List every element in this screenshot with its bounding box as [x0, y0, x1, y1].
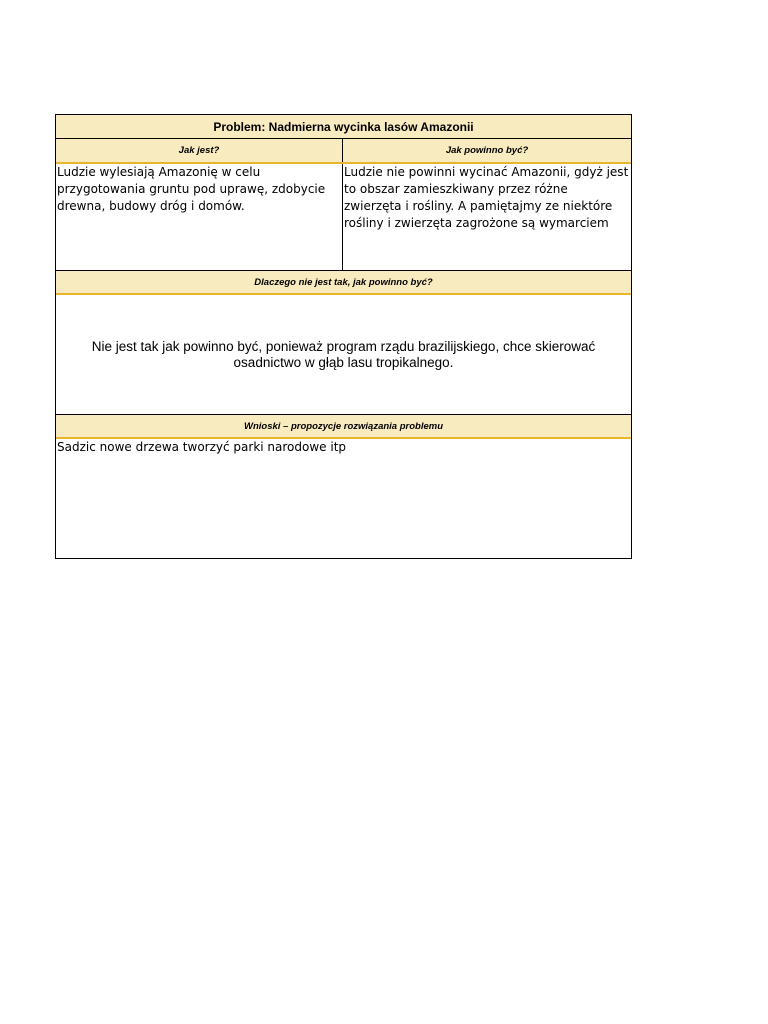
current-state-header: Jak jest? [56, 139, 343, 162]
conclusions-text[interactable]: Sadzic nowe drzewa tworzyć parki narodowe itp [57, 440, 347, 454]
why-header: Dlaczego nie jest tak, jak powinno być? [56, 271, 631, 295]
desired-state-header: Jak powinno być? [343, 139, 631, 162]
table-title: Problem: Nadmierna wycinka lasów Amazonii [56, 115, 631, 139]
why-text[interactable]: Nie jest tak jak powinno być, ponieważ program rządu brazilijskiego, chce skierować osadnictwo w głąb lasu tropikalnego. [56, 295, 631, 415]
current-state-text[interactable]: Ludzie wylesiają Amazonię w celu przygotowania gruntu pod uprawę, zdobycie drewna, budowy dróg i domów. [56, 164, 343, 270]
column-header-row [56, 139, 631, 164]
problem-table [55, 114, 632, 559]
conclusions-header: Wnioski – propozycje rozwiązania problemu [56, 415, 631, 439]
desired-state-text[interactable]: Ludzie nie powinni wycinać Amazonii, gdyż jest to obszar zamieszkiwany przez różne zwierzęta i rośliny. A pamiętajmy ze niektóre rośliny i zwierzęta zagrożone są wymarciem [344, 165, 629, 230]
state-comparison-row [56, 164, 631, 271]
